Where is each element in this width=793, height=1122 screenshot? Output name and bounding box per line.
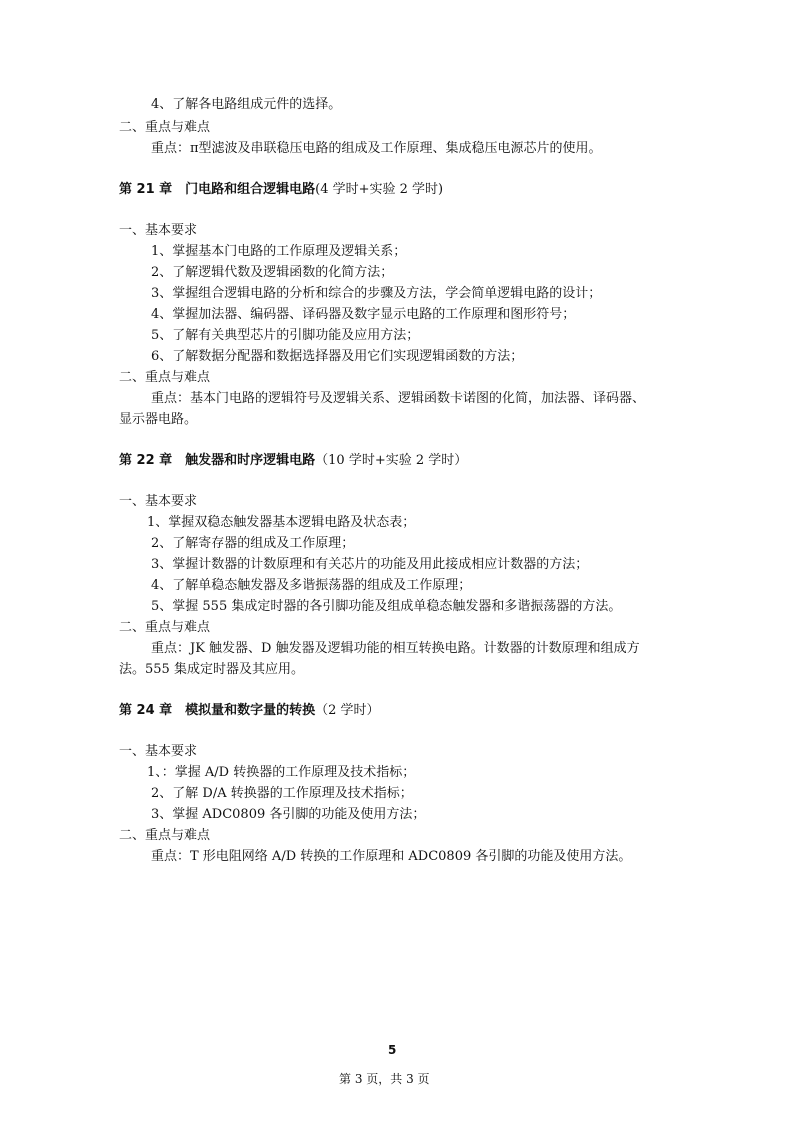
chapter-title: [119, 182, 443, 198]
list-item: 3、掌握 ADC0809 各引脚的功能及使用方法；: [151, 807, 426, 822]
list-item: 1、掌握双稳态触发器基本逻辑电路及状态表；: [147, 515, 416, 530]
list-item: 3、掌握组合逻辑电路的分析和综合的步骤及方法，学会简单逻辑电路的设计；: [151, 286, 602, 301]
list-item: 4、掌握加法器、编码器、译码器及数字显示电路的工作原理和图形符号；: [151, 307, 576, 322]
page-info: 第 3 页，共 3 页: [339, 1072, 430, 1086]
list-item: 1、掌握基本门电路的工作原理及逻辑关系；: [151, 244, 407, 259]
key-points-continued: 显示器电路。: [119, 412, 198, 427]
key-points: 重点：JK 触发器、D 触发器及逻辑功能的相互转换电路。计数器的计数原理和组成方: [151, 641, 640, 656]
list-item: 3、掌握计数器的计数原理和有关芯片的功能及用此接成相应计数器的方法；: [151, 557, 589, 572]
list-item: 1、：掌握 A/D 转换器的工作原理及技术指标；: [147, 765, 416, 780]
list-item: 2、了解寄存器的组成及工作原理；: [151, 536, 355, 551]
chapter-title: [119, 703, 380, 719]
list-item: 4、了解单稳态触发器及多谐振荡器的组成及工作原理；: [151, 578, 472, 593]
list-item: 5、了解有关典型芯片的引脚功能及应用方法；: [151, 328, 420, 343]
section-heading: 一、基本要求: [119, 494, 198, 509]
section-heading: 二、重点与难点: [119, 620, 211, 635]
page-number: 5: [388, 1043, 397, 1057]
key-points: 重点：T 形电阻网络 A/D 转换的工作原理和 ADC0809 各引脚的功能及使用方法。: [151, 849, 632, 864]
section-heading: 二、重点与难点: [119, 370, 211, 385]
list-item: 6、了解数据分配器和数据选择器及用它们实现逻辑函数的方法；: [151, 349, 524, 364]
list-item: 2、了解 D/A 转换器的工作原理及技术指标；: [151, 786, 413, 801]
section-heading: 二、重点与难点: [119, 120, 211, 135]
section-heading: 一、基本要求: [119, 223, 198, 238]
chapter-title-text: 第 24 章 模拟量和数字量的转换: [119, 703, 316, 718]
section-heading: 一、基本要求: [119, 744, 198, 759]
chapter-hours: （2 学时）: [315, 703, 380, 718]
list-item: 5、掌握 555 集成定时器的各引脚功能及组成单稳态触发器和多谐振荡器的方法。: [151, 599, 622, 614]
key-points-continued: 法。555 集成定时器及其应用。: [119, 662, 304, 677]
chapter-title-text: 第 21 章 门电路和组合逻辑电路: [119, 182, 316, 197]
section-heading: 二、重点与难点: [119, 828, 211, 843]
list-item: 4、了解各电路组成元件的选择。: [151, 97, 342, 112]
list-item: 2、了解逻辑代数及逻辑函数的化简方法；: [151, 265, 394, 280]
chapter-title: [119, 453, 467, 469]
chapter-hours: （10 学时+实验 2 学时）: [315, 453, 468, 468]
chapter-title-text: 第 22 章 触发器和时序逻辑电路: [119, 453, 316, 468]
key-points: 重点：π型滤波及串联稳压电路的组成及工作原理、集成稳压电源芯片的使用。: [151, 141, 602, 156]
chapter-hours: (4 学时+实验 2 学时): [315, 182, 444, 197]
key-points: 重点：基本门电路的逻辑符号及逻辑关系、逻辑函数卡诺图的化简，加法器、译码器、: [151, 391, 646, 406]
